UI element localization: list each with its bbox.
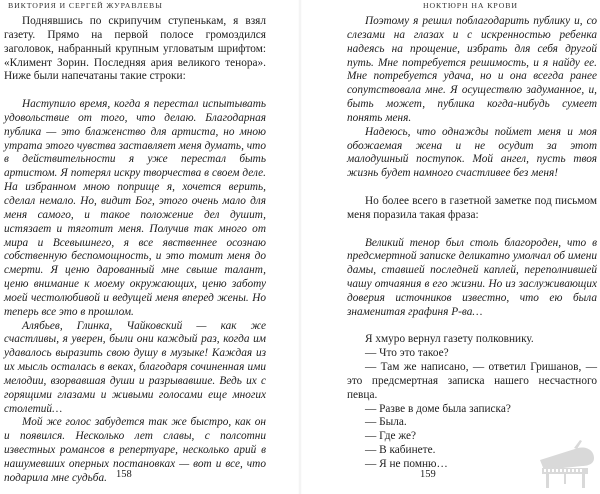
paragraph: Наступило время, когда я перестал испытывать удовольствие от того, что делаю. Благодарная публика — это блаженство для артиста, но мною утрата этого чувства заставляет меня думать, что в действительности я уже перестал быть артистом. Я потерял искру творчества в своем деле. На избранном мною поприще я, хочется верить, сделал немало. Но, видит Бог, этого очень мало для меня самого, и такое положение дел душит, истязает и тяготит меня. Получив так много от мира и Всевышнего, я все явственнее осознаю собственную беспомощность, и это томит меня до смерти. Я ценю дарованный мне свыше талант, ценю внимание к моему окружающих, ценю заботу моей честолюбивой и ведущей меня вперед жены. Но теперь все это в прошлом. (4, 98, 266, 318)
page-number-right: 159 (420, 469, 436, 480)
dialogue-line: Я хмуро вернул газету полковнику. (365, 333, 534, 346)
paragraph: Но более всего в газетной заметке под письмом меня поразила такая фраза: (347, 194, 597, 221)
paragraph: Алябьев, Глинка, Чайковский — как же счастливы, я уверен, были они каждый раз, когда им удавалось выразить свою душу в музыке! Каждая из их мысль осталась в веках, благодаря сочиненная ими мелодии, взорвавшая души и разрывавшие. Ведь их с горящими глазами и живыми голосами еще многих столетий… (4, 319, 266, 415)
dialogue-line: — Разве в доме была записка? (365, 402, 511, 415)
page-number-left: 158 (116, 469, 132, 480)
dialogue-line: — В кабинете. (365, 444, 436, 457)
dialogue-line: — Была. (365, 416, 407, 429)
paragraph: Великий тенор был столь благороден, что в предсмертной записке деликатно умолчал об имени дамы, ставшей последней каплей, переполнившей чашу отчаяния в его жизни. Но из заслуживающих доверия источников известно, что ею была знаменитая графиня Р-ва… (347, 236, 597, 318)
paragraph: Поэтому я решил поблагодарить публику и, со слезами на глазах и с искренностью ребенка надеясь на прощение, избрать для себя другой путь. Мне потребуется решимость, и я найду ее. Мне потребуется удача, но и она всегда ранее сопутствовала мне. Я осуществлю задуманное, и, быть может, публика когда-нибудь сумеет понять меня. (347, 15, 597, 124)
dialogue-line: — Я не помню… (365, 458, 448, 470)
right-page-text (347, 15, 597, 472)
paragraph: Мой же голос забудется так же быстро, как он и появился. Несколько лет славы, с полсотни известных романсов в репертуаре, несколько арий в нашумевших оперных постановках — вот и все, что подарила мне судьба. (4, 416, 266, 484)
right-page (300, 0, 600, 494)
running-head-right: НОКТЮРН НА КРОВИ (423, 1, 518, 10)
dialogue-line: — Там же написано, — ответил Гришанов, — это предсмертная записка нашего несчастного певца. (347, 361, 597, 401)
dialogue-line: — Где же? (365, 430, 417, 443)
running-head-left: ВИКТОРИЯ И СЕРГЕЙ ЖУРАВЛЕВЫ (8, 1, 163, 10)
paragraph: Поднявшись по скрипучим ступенькам, я взял газету. Прямо на первой полосе громоздился заголовок, набранный крупным угловатым шрифтом: «Климент Зорин. Последняя ария великого тенора». Ниже были напечатаны такие строки: (4, 15, 266, 83)
left-page-text (4, 15, 266, 486)
grand-piano-icon (534, 440, 598, 490)
dialogue-line: — Что это такое? (365, 347, 449, 360)
paragraph: Надеюсь, что однажды поймет меня и моя обожаемая жена и не осудит за этот малодушный поступок. Мой ангел, пусть твоя жизнь будет намного счастливее без меня! (347, 125, 597, 180)
